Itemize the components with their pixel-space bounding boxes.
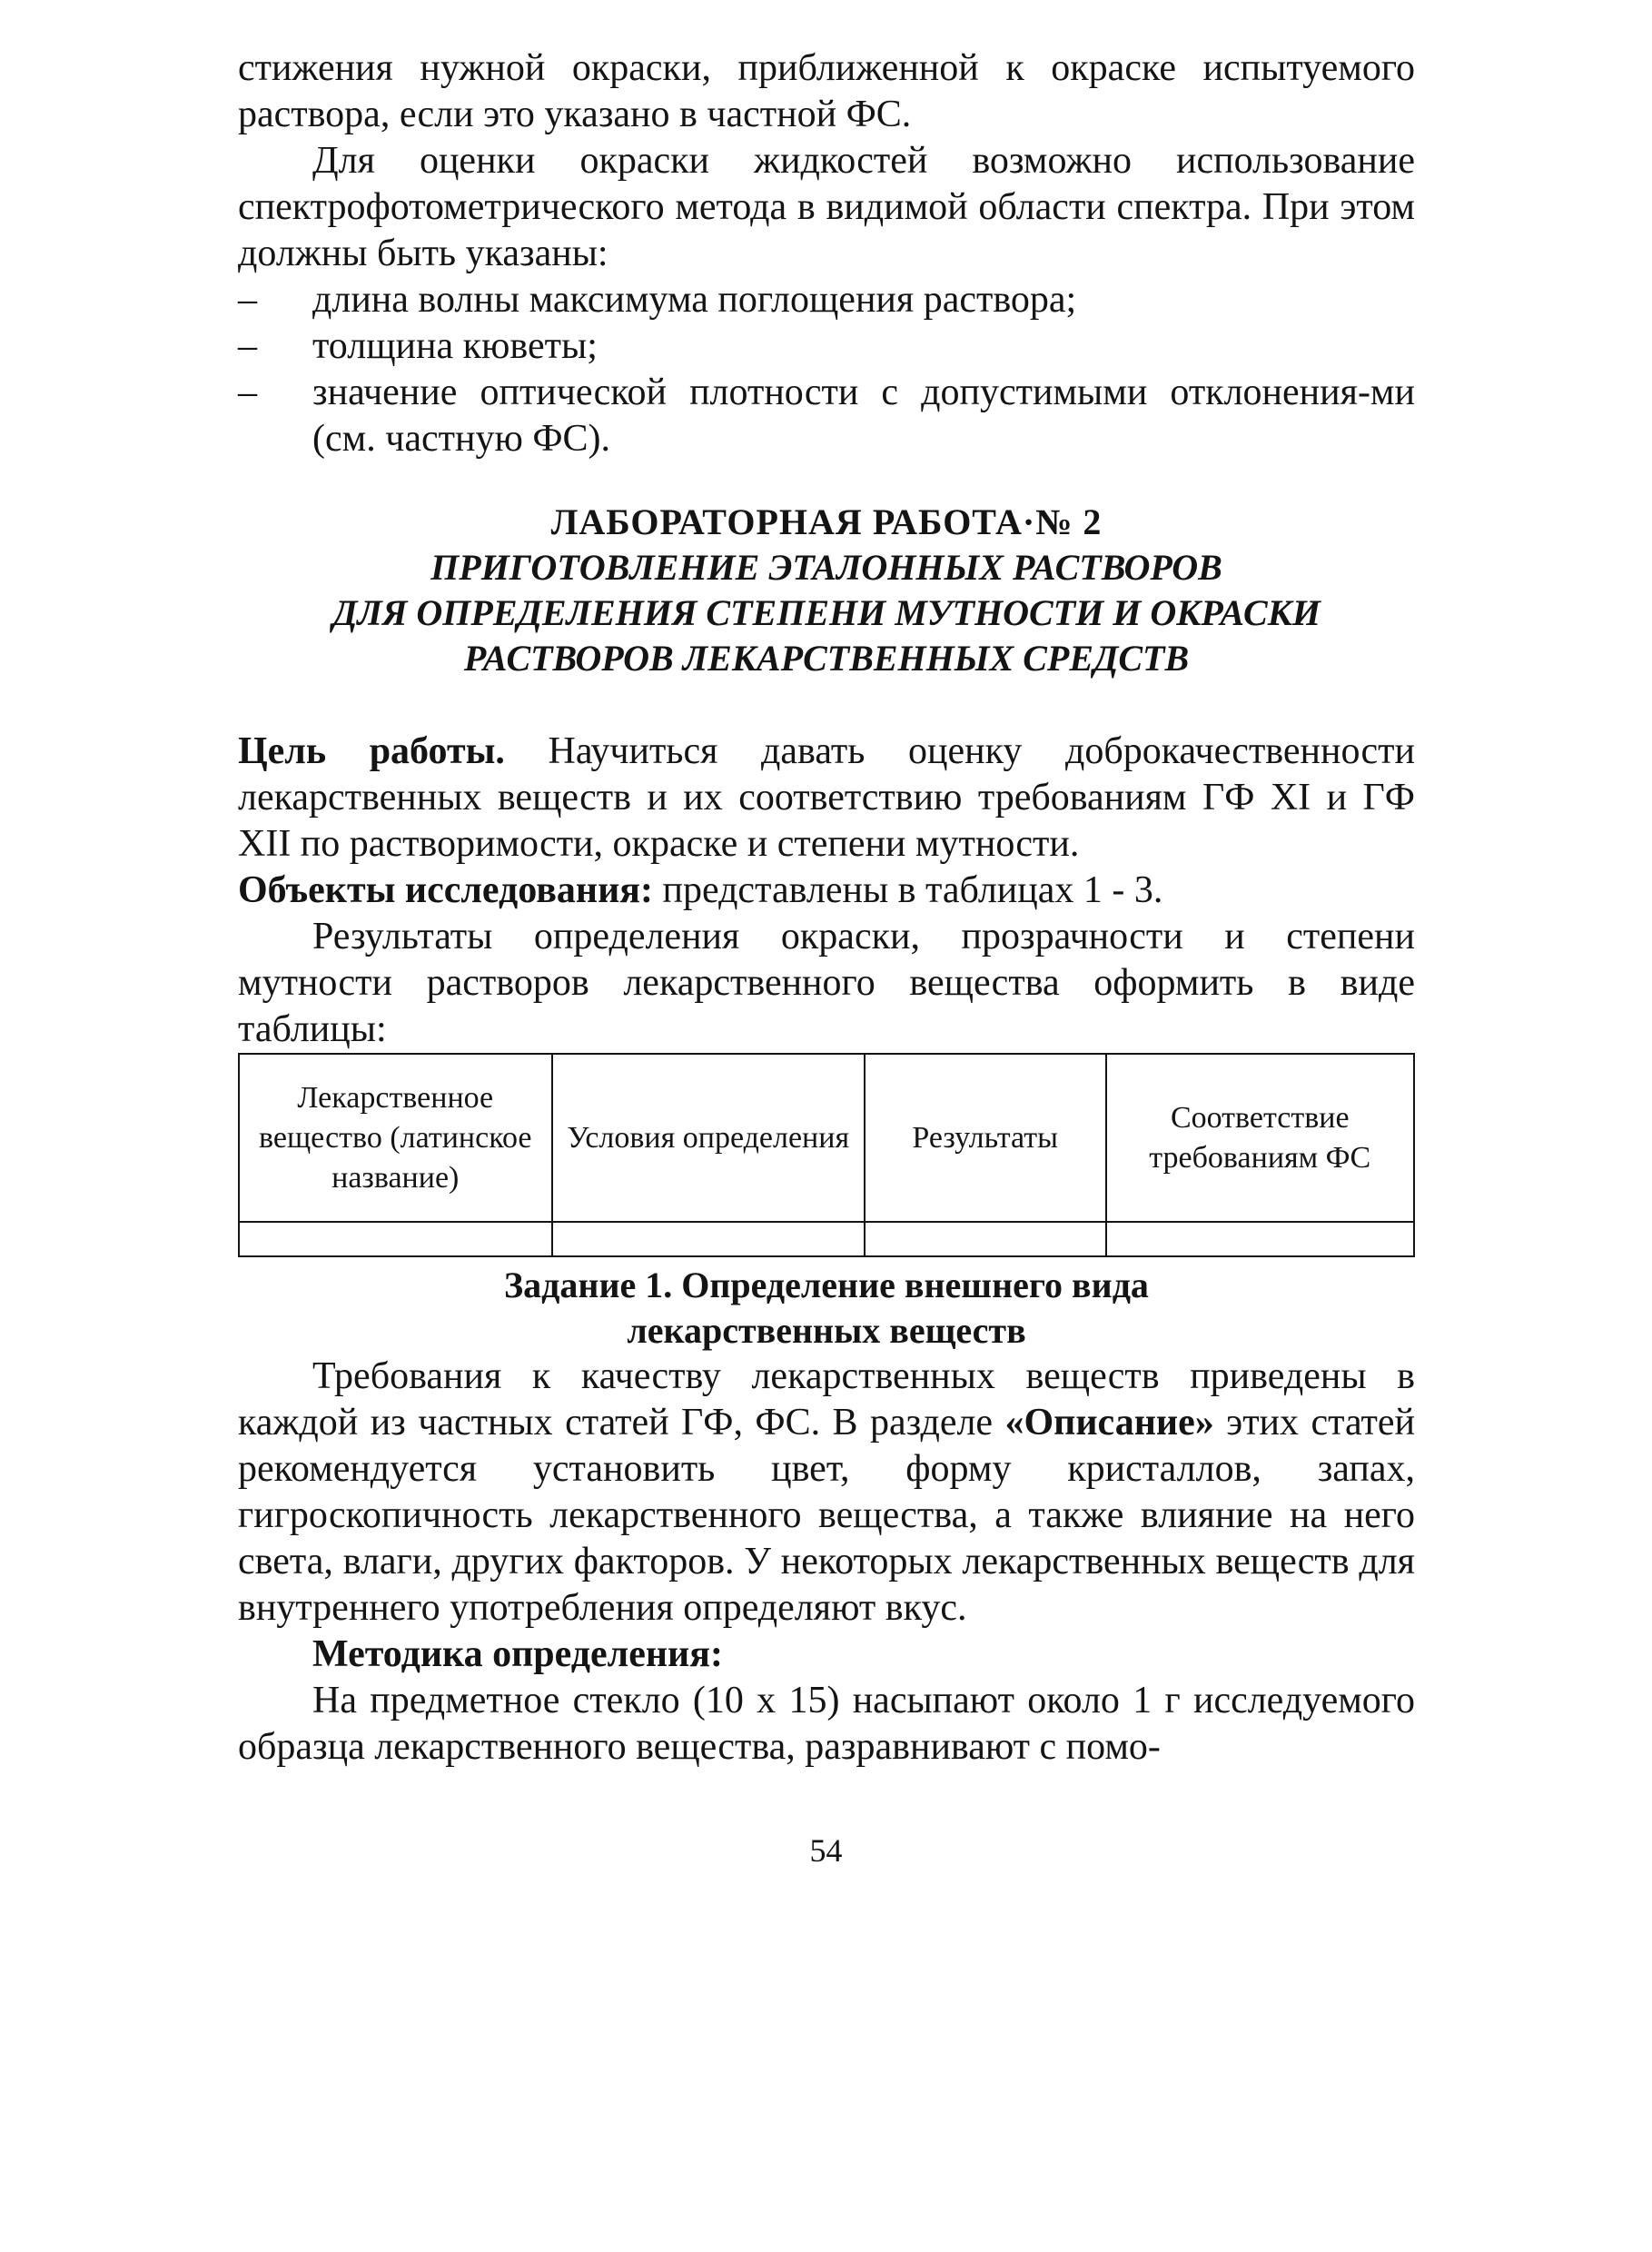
method-paragraph: На предметное стекло (10 х 15) насыпают около 1 г исследуемого образца лекарственного вещества, разравнивают с помо-	[238, 1680, 1415, 1768]
objects-paragraph	[238, 868, 1415, 914]
table-header-cell: Соответствие требованиям ФС	[1106, 1054, 1415, 1222]
document-page	[238, 45, 1415, 1771]
lab-work-number: ЛАБОРАТОРНАЯ РАБОТА·№ 2	[550, 501, 1103, 542]
table-cell	[865, 1222, 1106, 1256]
results-table	[238, 1053, 1415, 1257]
dash-marker: –	[238, 325, 257, 367]
lab-work-title-line-3: РАСТВОРОВ ЛЕКАРСТВЕННЫХ СРЕДСТВ	[463, 638, 1190, 679]
task-1-text-bold: «Описание»	[1004, 1402, 1214, 1443]
table-cell	[1106, 1222, 1415, 1256]
table-row	[239, 1222, 1414, 1256]
task-1-text-after: этих статей рекомендуется установить цвет, форму кристаллов, запах, гигроскопичность лекарственного вещества, а также влияние на него света, влаги, других факторов. У некоторых лекарственных веществ для внутреннего употребления определяют вкус.	[238, 1402, 1415, 1629]
list-item	[238, 370, 1415, 462]
task-1-paragraph	[238, 1354, 1415, 1632]
task-1-text-before: Требования к качеству лекарственных веществ приведены в каждой из частных статей ГФ, ФС. В разделе	[238, 1355, 1415, 1443]
method-label: Методика определения:	[312, 1633, 723, 1675]
list-item-text: значение оптической плотности с допустимыми отклонения-ми (см. частную ФС).	[312, 372, 1415, 460]
lab-work-title-line-2: ДЛЯ ОПРЕДЕЛЕНИЯ СТЕПЕНИ МУТНОСТИ И ОКРАСКИ	[332, 592, 1321, 633]
task-1-heading	[238, 1263, 1415, 1354]
table-header-row	[239, 1054, 1414, 1222]
table-cell	[552, 1222, 865, 1256]
method-label-paragraph	[238, 1632, 1415, 1678]
list-item	[238, 277, 1415, 323]
table-header-cell: Условия определения	[552, 1054, 865, 1222]
lab-work-title-line-1: ПРИГОТОВЛЕНИЕ ЭТАЛОННЫХ РАСТВОРОВ	[430, 547, 1222, 588]
list-item-text: длина волны максимума поглощения раствора;	[312, 279, 1077, 321]
results-intro-paragraph: Результаты определения окраски, прозрачности и степени мутности растворов лекарственного вещества оформить в виде таблицы:	[238, 916, 1415, 1050]
intro-paragraph-1: стижения нужной окраски, приближенной к окраске испытуемого раствора, если это указано в частной ФС.	[238, 47, 1415, 135]
objects-text: представлены в таблицах 1 - 3.	[653, 869, 1163, 911]
task-1-heading-line-2: лекарственных веществ	[627, 1310, 1026, 1351]
table-header-cell: Лекарственное вещество (латинское название)	[239, 1054, 552, 1222]
page-number: 54	[809, 1832, 843, 1869]
task-1-heading-line-1: Задание 1. Определение внешнего вида	[504, 1265, 1149, 1305]
intro-paragraph-2: Для оценки окраски жидкостей возможно использование спектрофотометрического метода в видимой области спектра. При этом должны быть указаны:	[238, 140, 1415, 274]
table-header-cell: Результаты	[865, 1054, 1106, 1222]
lab-work-heading	[238, 500, 1415, 681]
objects-label: Объекты исследования:	[238, 869, 653, 911]
goal-paragraph	[238, 729, 1415, 868]
list-item-text: толщина кюветы;	[312, 325, 598, 367]
dash-marker: –	[238, 372, 257, 413]
goal-text: Научиться давать оценку доброкачественности лекарственных веществ и их соответствию требованиям ГФ XI и ГФ XII по растворимости, окраске и степени мутности.	[238, 730, 1416, 865]
list-item	[238, 323, 1415, 370]
table-cell	[239, 1222, 552, 1256]
dash-marker: –	[238, 279, 257, 321]
goal-label: Цель работы.	[238, 730, 505, 772]
requirements-list	[238, 277, 1415, 462]
